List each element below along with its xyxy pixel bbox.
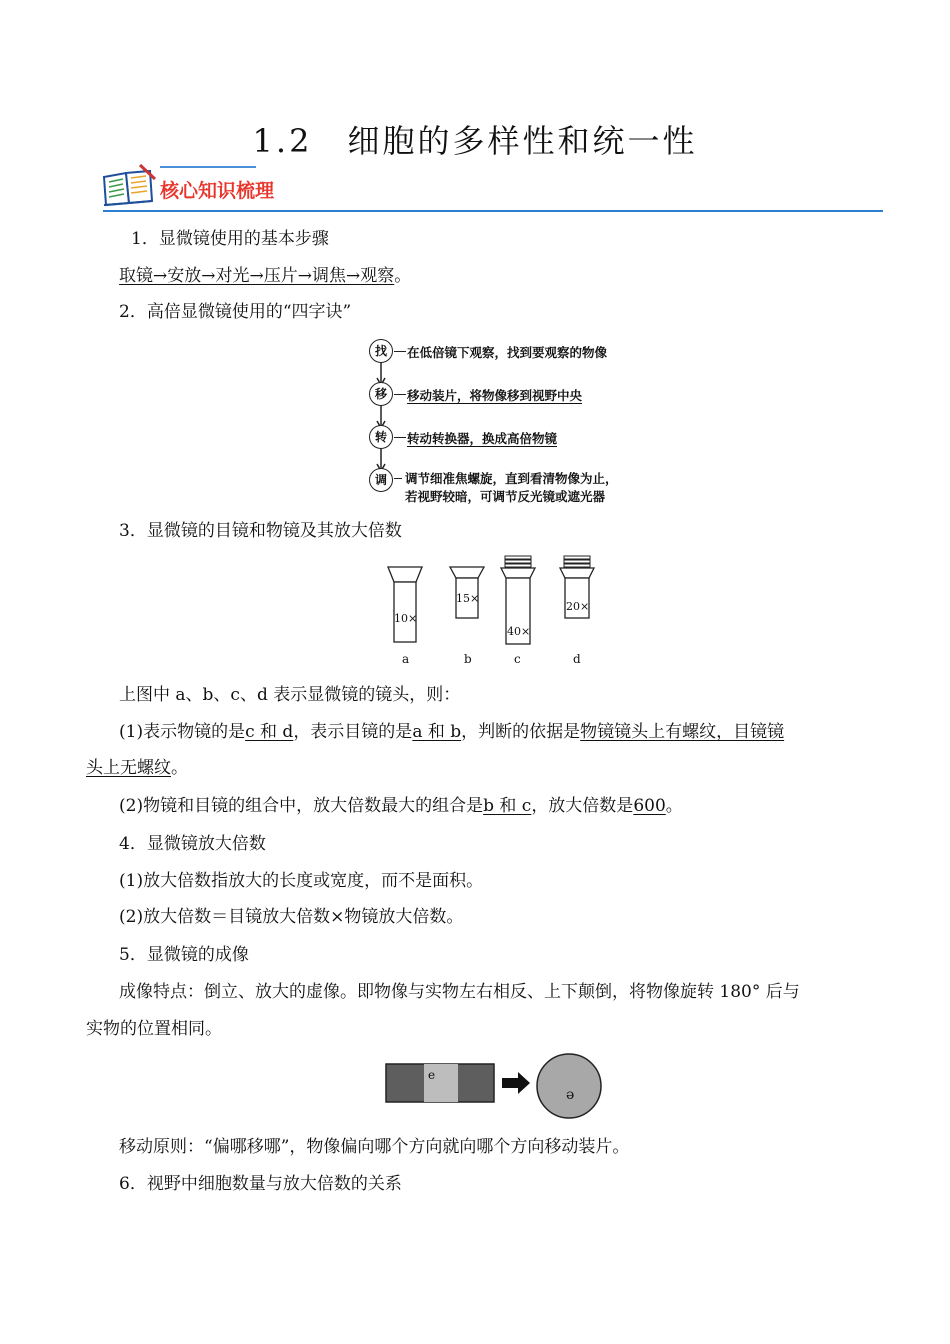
- flow-text-turn: 转动转换器，换成高倍物镜: [407, 431, 558, 446]
- page-title: 1.2 细胞的多样性和统一性: [252, 122, 698, 160]
- move-principle: 移动原则：“偏哪移哪”，物像偏向哪个方向就向哪个方向移动装片。: [119, 1137, 630, 1157]
- lens-b-letter: b: [464, 652, 472, 666]
- section-rule-top: [160, 166, 256, 168]
- lens-b-mag: 15×: [456, 592, 480, 605]
- answer-objective: c 和 d: [245, 722, 294, 742]
- heading-2: 2．高倍显微镜使用的“四字诀”: [119, 302, 352, 322]
- steps-end: 。: [394, 266, 412, 286]
- flow-key-turn: 转: [369, 425, 393, 449]
- lens-a-top: [388, 567, 422, 582]
- lens-a-letter: a: [402, 652, 410, 666]
- section-5-line1: 成像特点：倒立、放大的虚像。即物像与实物左右相反、上下颠倒，将物像旋转 180° 后与: [119, 982, 800, 1002]
- lens-d-letter: d: [573, 652, 581, 666]
- answer-eyepiece: a 和 b: [412, 722, 462, 742]
- heading-5: 5．显微镜的成像: [119, 945, 249, 965]
- lens-c-letter: c: [514, 652, 521, 666]
- flow-text-adjust-2: 若视野较暗，可调节反光镜或遮光器: [405, 489, 606, 504]
- lens-c-mag: 40×: [507, 625, 531, 638]
- flow-tick: [394, 394, 406, 395]
- section-rule-bottom: [103, 210, 883, 212]
- flow-text-adjust: 调节细准焦螺旋，直到看清物像为止，: [405, 471, 618, 486]
- image-letter: ə: [566, 1087, 575, 1103]
- right-arrow-icon: [502, 1072, 530, 1094]
- heading-1: 1．显微镜使用的基本步骤: [131, 229, 329, 249]
- answer-basis: 物镜镜头上有螺纹，目镜镜: [580, 722, 785, 742]
- flow-key-adjust: 调: [369, 468, 393, 492]
- question-1: (1)表示物镜的是c 和 d，表示目镜的是a 和 b，判断的依据是物镜镜头上有螺纹，目镜镜: [119, 722, 785, 742]
- lens-a-mag: 10×: [394, 612, 418, 625]
- flow-tick: [394, 437, 406, 438]
- lens-d-mag: 20×: [566, 600, 590, 613]
- flow-text-move: 移动装片，将物像移到视野中央: [407, 388, 583, 403]
- section-4-p1: (1)放大倍数指放大的长度或宽度，而不是面积。: [119, 871, 484, 891]
- open-book-icon: [100, 163, 158, 209]
- section-4-p2: (2)放大倍数＝目镜放大倍数×物镜放大倍数。: [119, 907, 464, 927]
- flow-text-find: 在低倍镜下观察，找到要观察的物像: [407, 345, 608, 360]
- steps-answer: 取镜→安放→对光→压片→调焦→观察: [119, 266, 395, 286]
- answer-combo: b 和 c: [483, 796, 532, 816]
- lens-b-top: [450, 567, 484, 578]
- heading-4: 4．显微镜放大倍数: [119, 834, 266, 854]
- flow-tick: [394, 478, 402, 479]
- slide-letter: e: [428, 1068, 436, 1082]
- flow-key-find: 找: [369, 339, 393, 363]
- answer-magnification: 600: [633, 796, 666, 816]
- question-1-cont: 头上无螺纹。: [86, 758, 188, 778]
- question-2: (2)物镜和目镜的组合中，放大倍数最大的组合是b 和 c，放大倍数是600。: [119, 796, 683, 816]
- steps-line: [119, 264, 411, 288]
- lens-d-top: [560, 568, 594, 578]
- field-of-view: [537, 1054, 601, 1118]
- lens-intro: 上图中 a、b、c、d 表示显微镜的镜头，则：: [119, 685, 461, 705]
- flow-key-move: 移: [369, 382, 393, 406]
- heading-3: 3．显微镜的目镜和物镜及其放大倍数: [119, 521, 402, 541]
- section-5-line2: 实物的位置相同。: [86, 1019, 222, 1039]
- answer-basis-cont: 头上无螺纹: [86, 758, 171, 778]
- flow-tick: [394, 351, 406, 352]
- section-label: 核心知识梳理: [160, 180, 275, 202]
- lens-c-top: [501, 568, 535, 578]
- heading-6: 6．视野中细胞数量与放大倍数的关系: [119, 1174, 402, 1194]
